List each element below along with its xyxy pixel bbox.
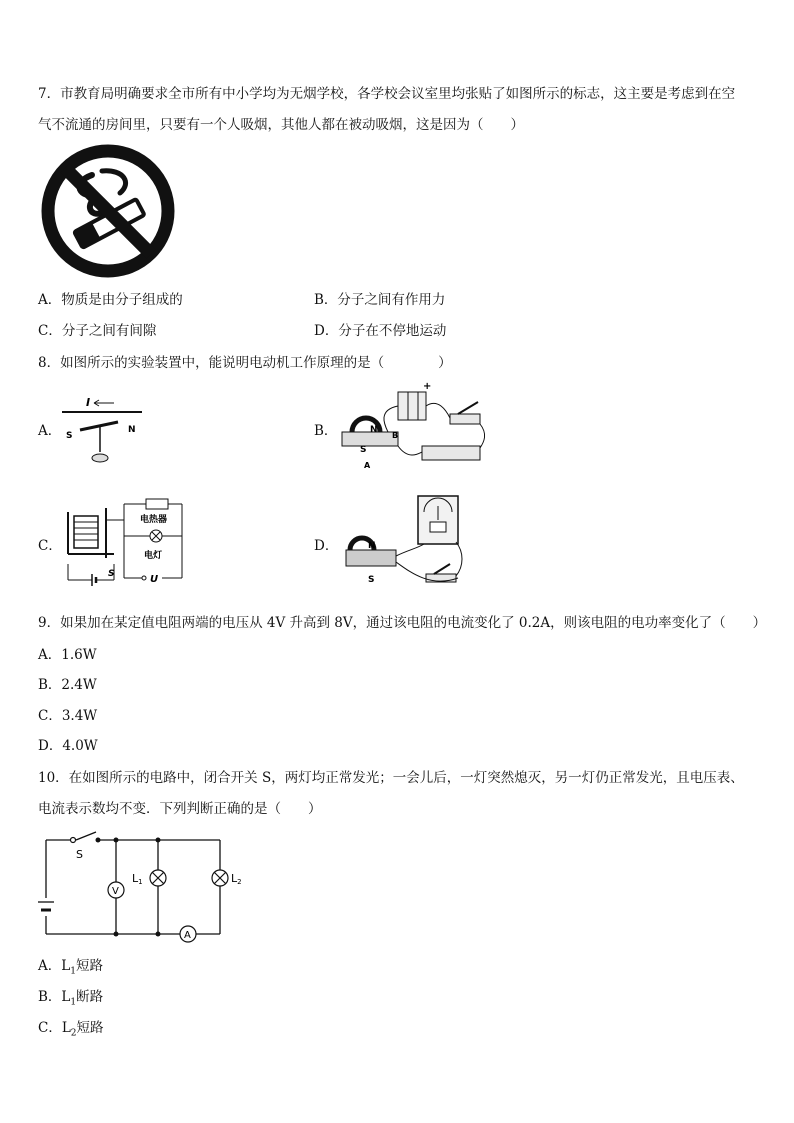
q8-option-b-label: B． xyxy=(314,423,338,439)
rail-a-label: A xyxy=(364,461,371,470)
pole-n-label: N xyxy=(128,425,136,435)
q10-stem-line1: 10．在如图所示的电路中，闭合开关 S，两灯均正常发光；一会儿后，一灯突然熄灭，另一灯仍正常发光，且电压表、 xyxy=(38,770,744,786)
battery-plus-label: + xyxy=(423,381,432,392)
no-smoking-sign-icon xyxy=(40,143,176,279)
switch-s-label: S xyxy=(76,848,83,861)
q8-stem: 8．如图所示的实验装置中，能说明电动机工作原理的是（ ） xyxy=(38,355,452,371)
q7-stem-line1: 7．市教育局明确要求全市所有中小学均为无烟学校，各学校会议室里均张贴了如图所示的标志，这主要是考虑到在空 xyxy=(38,86,736,102)
parallel-circuit-figure xyxy=(36,826,256,946)
generator-experiment-figure xyxy=(338,380,488,475)
magnet-n-label: N xyxy=(370,425,378,435)
q9-option-c: C．3.4W xyxy=(38,708,98,724)
rail-b-label: B xyxy=(392,431,399,440)
ammeter-label: A xyxy=(184,930,191,941)
q10-stem-line2: 电流表示数均不变．下列判断正确的是（ ） xyxy=(38,801,322,817)
switch-s-label: S xyxy=(108,569,115,579)
q9-stem: 9．如果加在某定值电阻两端的电压从 4V 升高到 8V，通过该电阻的电流变化了 0.2A，则该电阻的电功率变化了（ ） xyxy=(38,615,767,631)
q7-option-c: C．分子之间有间隙 xyxy=(38,323,157,339)
q7-stem-line2: 气不流通的房间里，只要有一个人吸烟，其他人都在被动吸烟，这是因为（ ） xyxy=(38,117,524,133)
lamp-label: 电灯 xyxy=(144,551,163,561)
voltage-u-label: U xyxy=(150,574,159,585)
voltmeter-label: V xyxy=(112,886,119,897)
pole-s-label: S xyxy=(66,431,73,441)
q10-option-b: B．$L_1$断路 xyxy=(38,989,104,1008)
magnet-s-label: S xyxy=(368,575,375,585)
q9-option-d: D．4.0W xyxy=(38,738,98,754)
heater-label: 电热器 xyxy=(140,515,168,525)
q10-option-a: A．$L_1$短路 xyxy=(38,958,103,977)
q10-option-c: C．$L_2$短路 xyxy=(38,1020,104,1039)
q8-option-d-label: D． xyxy=(314,538,339,554)
q9-option-a: A．1.6W xyxy=(38,647,97,663)
q7-option-b: B．分子之间有作用力 xyxy=(314,292,446,308)
relay-circuit-figure xyxy=(58,494,188,589)
magnet-n-label: N xyxy=(368,541,376,551)
q7-option-d: D．分子在不停地运动 xyxy=(314,323,447,339)
q7-option-a: A．物质是由分子组成的 xyxy=(38,292,183,308)
oersted-experiment-figure xyxy=(58,392,148,472)
q8-option-a-label: A． xyxy=(38,423,62,439)
lamp-l2-label: L2 xyxy=(231,872,242,886)
galvanometer-experiment-figure xyxy=(338,492,468,594)
q8-option-c-label: C． xyxy=(38,538,62,554)
current-label: I xyxy=(86,396,91,409)
q9-option-b: B．2.4W xyxy=(38,677,97,693)
lamp-l1-label: L1 xyxy=(132,872,143,886)
magnet-s-label: S xyxy=(360,445,367,455)
